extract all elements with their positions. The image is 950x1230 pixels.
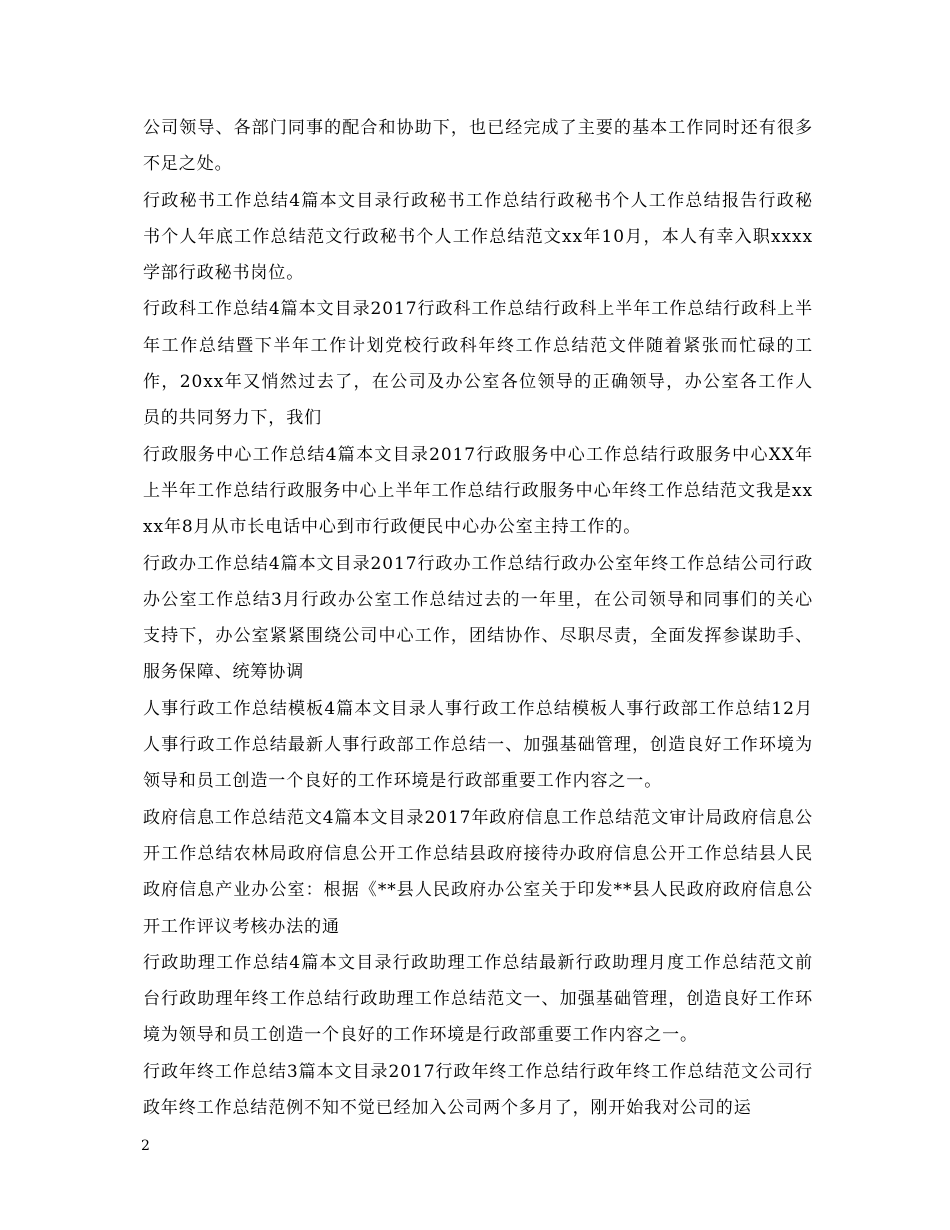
- page-number: 2: [141, 1138, 150, 1154]
- paragraph-4: 行政服务中心工作总结4篇本文目录2017行政服务中心工作总结行政服务中心XX年上半年工作总结行政服务中心上半年工作总结行政服务中心年终工作总结范文我是xxxx年8月从市长电话中心到市行政便民中心办公室主持工作的。: [143, 444, 813, 538]
- paragraph-1: 公司领导、各部门同事的配合和协助下，也已经完成了主要的基本工作同时还有很多不足之处。: [143, 118, 813, 175]
- paragraph-6: 人事行政工作总结模板4篇本文目录人事行政工作总结模板人事行政部工作总结12月人事行政工作总结最新人事行政部工作总结一、加强基础管理，创造良好工作环境为领导和员工创造一个良好的工作环境是行政部重要工作内容之一。: [143, 698, 813, 792]
- paragraph-8: 行政助理工作总结4篇本文目录行政助理工作总结最新行政助理月度工作总结范文前台行政助理年终工作总结行政助理工作总结范文一、加强基础管理，创造良好工作环境为领导和员工创造一个良好的工作环境是行政部重要工作内容之一。: [143, 952, 813, 1046]
- paragraph-2: 行政秘书工作总结4篇本文目录行政秘书工作总结行政秘书个人工作总结报告行政秘书个人年底工作总结范文行政秘书个人工作总结范文xx年10月，本人有幸入职xxxx学部行政秘书岗位。: [143, 190, 813, 284]
- paragraph-9: 行政年终工作总结3篇本文目录2017行政年终工作总结行政年终工作总结范文公司行政年终工作总结范例不知不觉已经加入公司两个多月了，刚开始我对公司的运: [143, 1061, 813, 1119]
- body-text: [143, 110, 813, 1126]
- paragraph-5: 行政办工作总结4篇本文目录2017行政办工作总结行政办公室年终工作总结公司行政办公室工作总结3月行政办公室工作总结过去的一年里，在公司领导和同事们的关心支持下，办公室紧紧围绕公司中心工作，团结协作、尽职尽责，全面发挥参谋助手、服务保障、统筹协调: [143, 553, 813, 683]
- paragraph-7: 政府信息工作总结范文4篇本文目录2017年政府信息工作总结范文审计局政府信息公开工作总结农林局政府信息公开工作总结县政府接待办政府信息公开工作总结县人民政府信息产业办公室：根据《**县人民政府办公室关于印发**县人民政府政府信息公开工作评议考核办法的通: [143, 807, 813, 937]
- paragraph-3: 行政科工作总结4篇本文目录2017行政科工作总结行政科上半年工作总结行政科上半年工作总结暨下半年工作计划党校行政科年终工作总结范文伴随着紧张而忙碌的工作，20xx年又悄然过去了，在公司及办公室各位领导的正确领导，办公室各工作人员的共同努力下，我们: [143, 299, 813, 429]
